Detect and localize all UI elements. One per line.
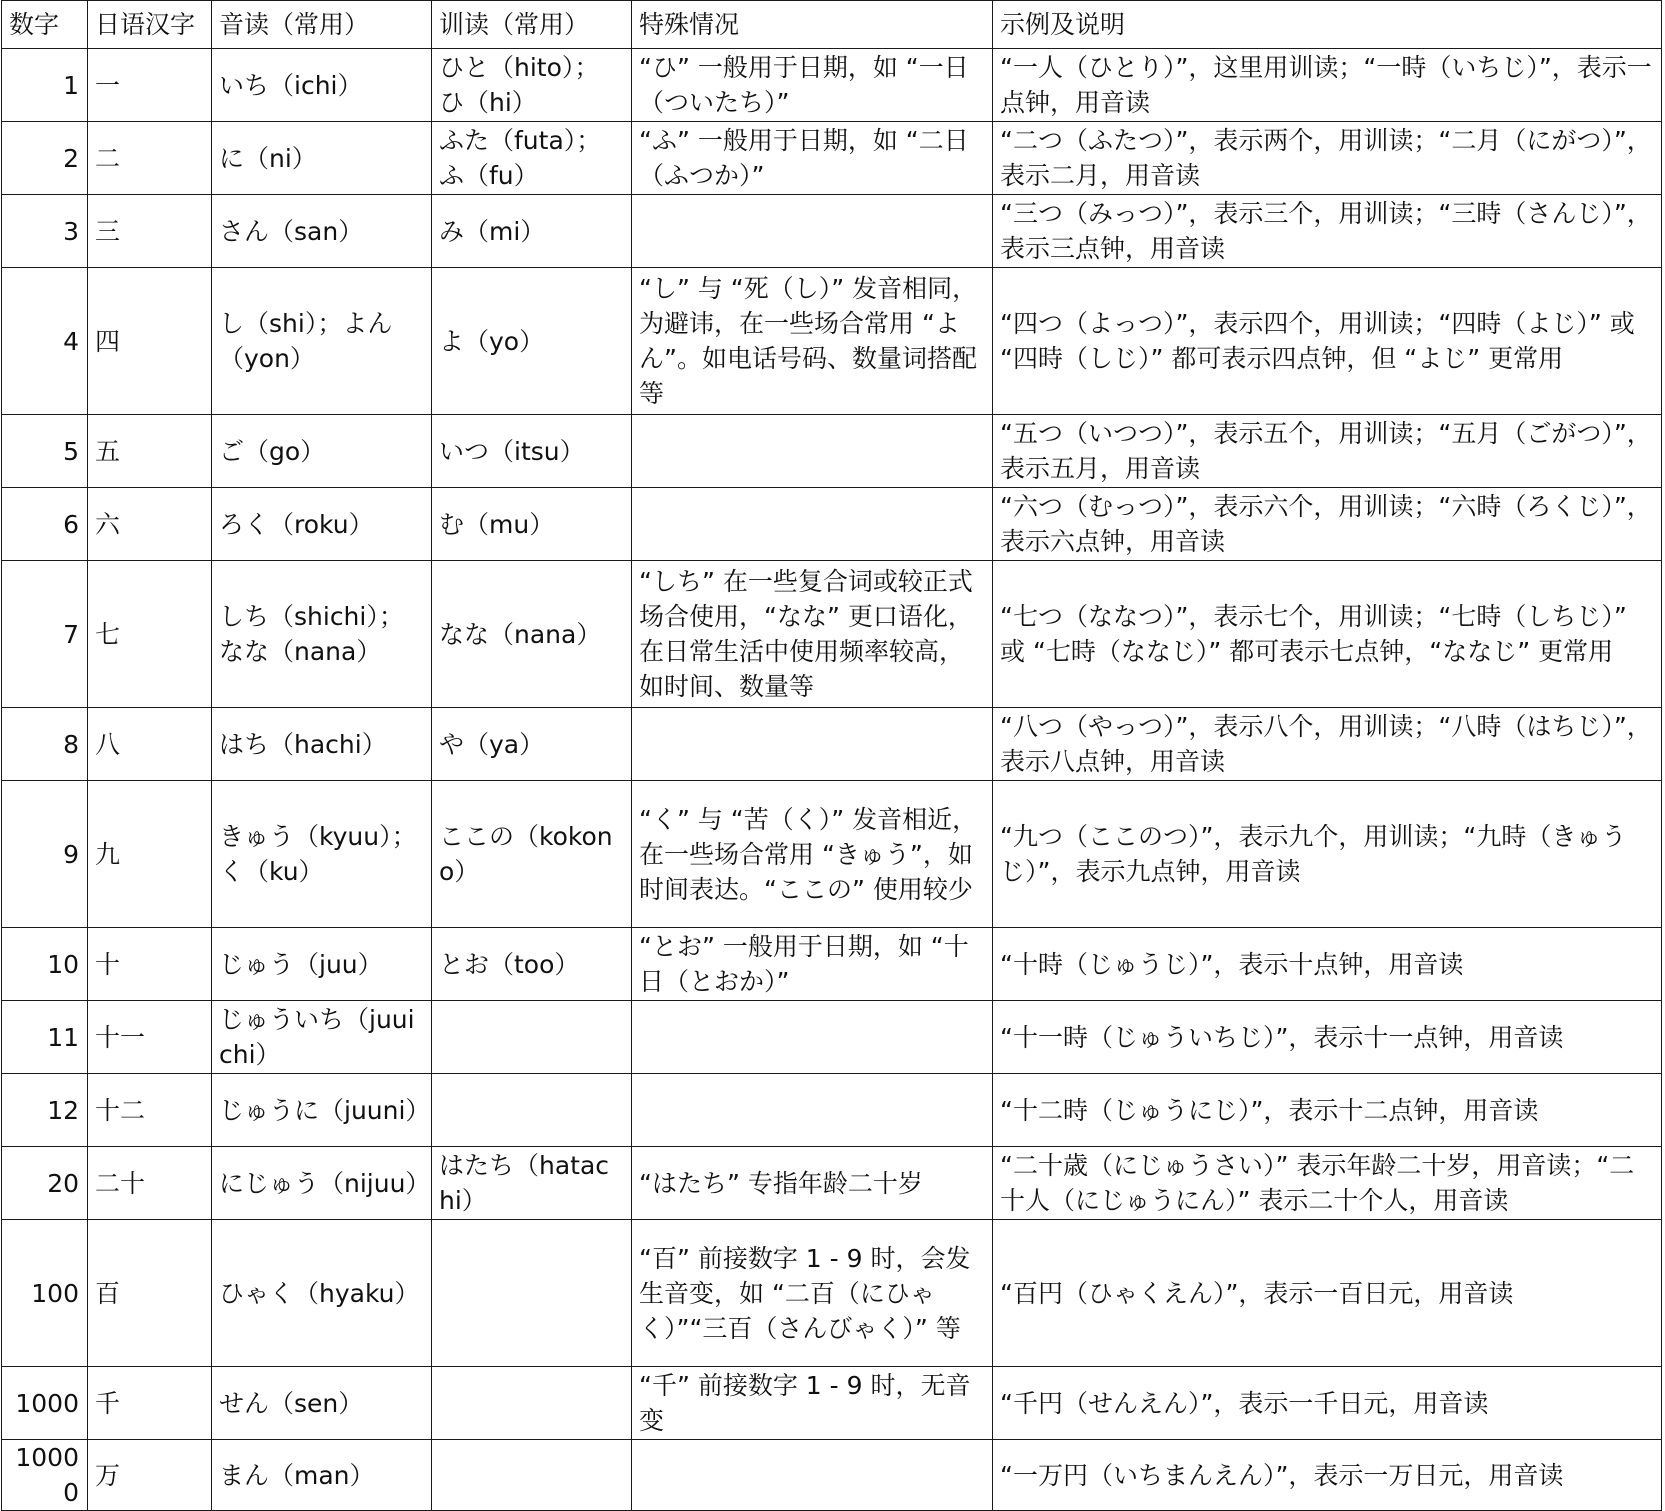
table-row: [2, 1220, 1662, 1367]
cell-number: 4: [2, 268, 88, 415]
cell-special: [632, 1001, 993, 1074]
cell-on-reading: ひゃく（hyaku）: [212, 1220, 432, 1367]
cell-kanji: 六: [88, 488, 212, 561]
cell-example: “千円（せんえん）”，表示一千日元，用音读: [993, 1367, 1662, 1440]
cell-on-reading: ご（go）: [212, 415, 432, 488]
header-special-cases: 特殊情况: [632, 1, 993, 49]
cell-special: “ふ” 一般用于日期，如 “二日（ふつか）”: [632, 122, 993, 195]
cell-kun-reading: なな（nana）: [432, 561, 632, 708]
cell-example: “九つ（ここのつ）”，表示九个，用训读；“九時（きゅうじ）”，表示九点钟，用音读: [993, 781, 1662, 928]
cell-number: 6: [2, 488, 88, 561]
cell-number: 2: [2, 122, 88, 195]
cell-on-reading: さん（san）: [212, 195, 432, 268]
cell-kun-reading: いつ（itsu）: [432, 415, 632, 488]
cell-example: “十一時（じゅういちじ）”，表示十一点钟，用音读: [993, 1001, 1662, 1074]
cell-on-reading: きゅう（kyuu）；く（ku）: [212, 781, 432, 928]
cell-number: 11: [2, 1001, 88, 1074]
cell-number: 100: [2, 1220, 88, 1367]
cell-on-reading: しち（shichi）；なな（nana）: [212, 561, 432, 708]
cell-kun-reading: [432, 1001, 632, 1074]
header-kun-reading: 训读（常用）: [432, 1, 632, 49]
cell-kanji: 一: [88, 49, 212, 122]
cell-kun-reading: む（mu）: [432, 488, 632, 561]
cell-kanji: 万: [88, 1440, 212, 1511]
table-row: [2, 268, 1662, 415]
cell-kanji: 百: [88, 1220, 212, 1367]
cell-example: “五つ（いつつ）”，表示五个，用训读；“五月（ごがつ）”，表示五月，用音读: [993, 415, 1662, 488]
cell-special: “とお” 一般用于日期，如 “十日（とおか）”: [632, 928, 993, 1001]
cell-kanji: 十二: [88, 1074, 212, 1147]
cell-example: “六つ（むっつ）”，表示六个，用训读；“六時（ろくじ）”，表示六点钟，用音读: [993, 488, 1662, 561]
cell-number: 1000: [2, 1367, 88, 1440]
cell-on-reading: いち（ichi）: [212, 49, 432, 122]
cell-example: “二十歳（にじゅうさい）” 表示年龄二十岁，用音读；“二十人（にじゅうにん）” 表示二十个人，用音读: [993, 1147, 1662, 1220]
table-row: [2, 781, 1662, 928]
cell-number: 10: [2, 928, 88, 1001]
cell-kanji: 三: [88, 195, 212, 268]
header-number: 数字: [2, 1, 88, 49]
cell-number: 12: [2, 1074, 88, 1147]
cell-kun-reading: とお（too）: [432, 928, 632, 1001]
cell-kanji: 十: [88, 928, 212, 1001]
cell-kun-reading: [432, 1074, 632, 1147]
cell-on-reading: に（ni）: [212, 122, 432, 195]
cell-example: “十時（じゅうじ）”，表示十点钟，用音读: [993, 928, 1662, 1001]
table-row: [2, 1440, 1662, 1511]
cell-special: [632, 195, 993, 268]
cell-kanji: 七: [88, 561, 212, 708]
cell-example: “百円（ひゃくえん）”，表示一百日元，用音读: [993, 1220, 1662, 1367]
cell-kanji: 五: [88, 415, 212, 488]
cell-number: 1: [2, 49, 88, 122]
table-row: [2, 1074, 1662, 1147]
cell-kun-reading: ふた（futa）；ふ（fu）: [432, 122, 632, 195]
cell-example: “八つ（やっつ）”，表示八个，用训读；“八時（はちじ）”，表示八点钟，用音读: [993, 708, 1662, 781]
cell-kanji: 九: [88, 781, 212, 928]
cell-kun-reading: [432, 1440, 632, 1511]
header-row: [2, 1, 1662, 49]
cell-on-reading: にじゅう（nijuu）: [212, 1147, 432, 1220]
table-row: [2, 49, 1662, 122]
cell-on-reading: じゅう（juu）: [212, 928, 432, 1001]
cell-special: [632, 415, 993, 488]
cell-on-reading: せん（sen）: [212, 1367, 432, 1440]
cell-special: [632, 1440, 993, 1511]
cell-number: 8: [2, 708, 88, 781]
cell-special: “百” 前接数字 1 - 9 时，会发生音变，如 “二百（にひゃく）”“三百（さんびゃく）” 等: [632, 1220, 993, 1367]
cell-on-reading: じゅうに（juuni）: [212, 1074, 432, 1147]
cell-example: “三つ（みっつ）”，表示三个，用训读；“三時（さんじ）”，表示三点钟，用音读: [993, 195, 1662, 268]
cell-special: “はたち” 专指年龄二十岁: [632, 1147, 993, 1220]
table-row: [2, 122, 1662, 195]
cell-on-reading: はち（hachi）: [212, 708, 432, 781]
table-row: [2, 561, 1662, 708]
cell-example: “七つ（ななつ）”，表示七个，用训读；“七時（しちじ）” 或 “七時（ななじ）” 都可表示七点钟，“ななじ” 更常用: [993, 561, 1662, 708]
cell-on-reading: まん（man）: [212, 1440, 432, 1511]
cell-special: “千” 前接数字 1 - 9 时，无音变: [632, 1367, 993, 1440]
cell-number: 7: [2, 561, 88, 708]
cell-special: “く” 与 “苦（く）” 发音相近，在一些场合常用 “きゅう”，如时间表达。“ここの” 使用较少: [632, 781, 993, 928]
cell-on-reading: じゅういち（juuichi）: [212, 1001, 432, 1074]
header-examples: 示例及说明: [993, 1, 1662, 49]
cell-number: 5: [2, 415, 88, 488]
cell-example: “二つ（ふたつ）”，表示两个，用训读；“二月（にがつ）”，表示二月，用音读: [993, 122, 1662, 195]
cell-kanji: 四: [88, 268, 212, 415]
table-row: [2, 1001, 1662, 1074]
cell-special: [632, 488, 993, 561]
cell-kun-reading: ひと（hito）；ひ（hi）: [432, 49, 632, 122]
table-row: [2, 415, 1662, 488]
header-kanji: 日语汉字: [88, 1, 212, 49]
cell-number: 9: [2, 781, 88, 928]
cell-special: “しち” 在一些复合词或较正式场合使用，“なな” 更口语化，在日常生活中使用频率较高，如时间、数量等: [632, 561, 993, 708]
table-row: [2, 1147, 1662, 1220]
cell-special: [632, 708, 993, 781]
cell-example: “十二時（じゅうにじ）”，表示十二点钟，用音读: [993, 1074, 1662, 1147]
table-row: [2, 488, 1662, 561]
numbers-table: [1, 0, 1662, 1511]
cell-special: [632, 1074, 993, 1147]
cell-special: “ひ” 一般用于日期，如 “一日（ついたち）”: [632, 49, 993, 122]
cell-kanji: 千: [88, 1367, 212, 1440]
cell-kanji: 八: [88, 708, 212, 781]
cell-example: “一万円（いちまんえん）”，表示一万日元，用音读: [993, 1440, 1662, 1511]
cell-number: 3: [2, 195, 88, 268]
cell-kun-reading: [432, 1220, 632, 1367]
cell-kun-reading: み（mi）: [432, 195, 632, 268]
cell-on-reading: ろく（roku）: [212, 488, 432, 561]
cell-example: “一人（ひとり）”，这里用训读；“一時（いちじ）”，表示一点钟，用音读: [993, 49, 1662, 122]
cell-kun-reading: [432, 1367, 632, 1440]
cell-kun-reading: や（ya）: [432, 708, 632, 781]
cell-kanji: 二十: [88, 1147, 212, 1220]
cell-special: “し” 与 “死（し）” 发音相同，为避讳，在一些场合常用 “よん”。如电话号码、数量词搭配等: [632, 268, 993, 415]
cell-kun-reading: よ（yo）: [432, 268, 632, 415]
cell-example: “四つ（よっつ）”，表示四个，用训读；“四時（よじ）” 或 “四時（しじ）” 都可表示四点钟，但 “よじ” 更常用: [993, 268, 1662, 415]
header-on-reading: 音读（常用）: [212, 1, 432, 49]
table-row: [2, 1367, 1662, 1440]
cell-number: 10000: [2, 1440, 88, 1511]
cell-on-reading: し（shi）；よん（yon）: [212, 268, 432, 415]
cell-kun-reading: ここの（kokono）: [432, 781, 632, 928]
cell-kanji: 十一: [88, 1001, 212, 1074]
cell-kun-reading: はたち（hatachi）: [432, 1147, 632, 1220]
table-row: [2, 708, 1662, 781]
table-row: [2, 195, 1662, 268]
table-row: [2, 928, 1662, 1001]
cell-number: 20: [2, 1147, 88, 1220]
cell-kanji: 二: [88, 122, 212, 195]
